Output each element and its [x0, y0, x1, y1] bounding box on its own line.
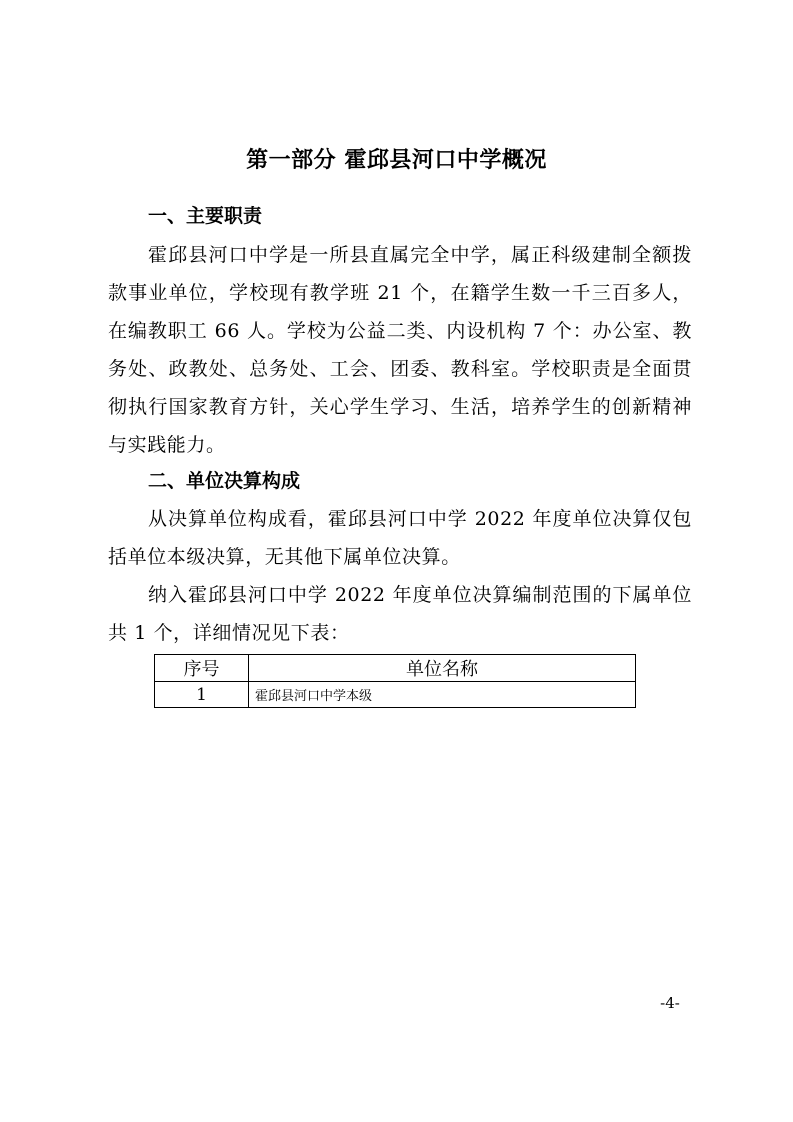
section-heading-duties: 一、主要职责	[148, 205, 263, 227]
unit-table	[154, 654, 636, 708]
table-header-row	[155, 655, 636, 682]
paragraph-composition-1: 从决算单位构成看，霍邱县河口中学 2022 年度单位决算仅包括单位本级决算，无其他下属单位决算。	[108, 508, 692, 568]
page-title: 第一部分 霍邱县河口中学概况	[246, 148, 547, 173]
page-number: -4-	[660, 994, 680, 1012]
table-row	[155, 682, 636, 708]
table-header-unit-name: 单位名称	[249, 655, 636, 682]
table-header-index: 序号	[155, 655, 249, 682]
paragraph-duties: 霍邱县河口中学是一所县直属完全中学，属正科级建制全额拨款事业单位，学校现有教学班 21 个，在籍学生数一千三百多人，在编教职工 66 人。学校为公益二类、内设机构 7 个：办公室、教务处、政教处、总务处、工会、团委、教科室。学校职责是全面贯彻执行国家教育方针，关心学生学习、生活，培养学生的创新精神与实践能力。	[108, 244, 692, 456]
table-cell-index: 1	[155, 682, 249, 708]
paragraph-composition-2: 纳入霍邱县河口中学 2022 年度单位决算编制范围的下属单位共 1 个，详细情况见下表：	[108, 584, 692, 644]
section-heading-composition: 二、单位决算构成	[148, 470, 301, 492]
table-cell-unit-name: 霍邱县河口中学本级	[249, 682, 636, 708]
